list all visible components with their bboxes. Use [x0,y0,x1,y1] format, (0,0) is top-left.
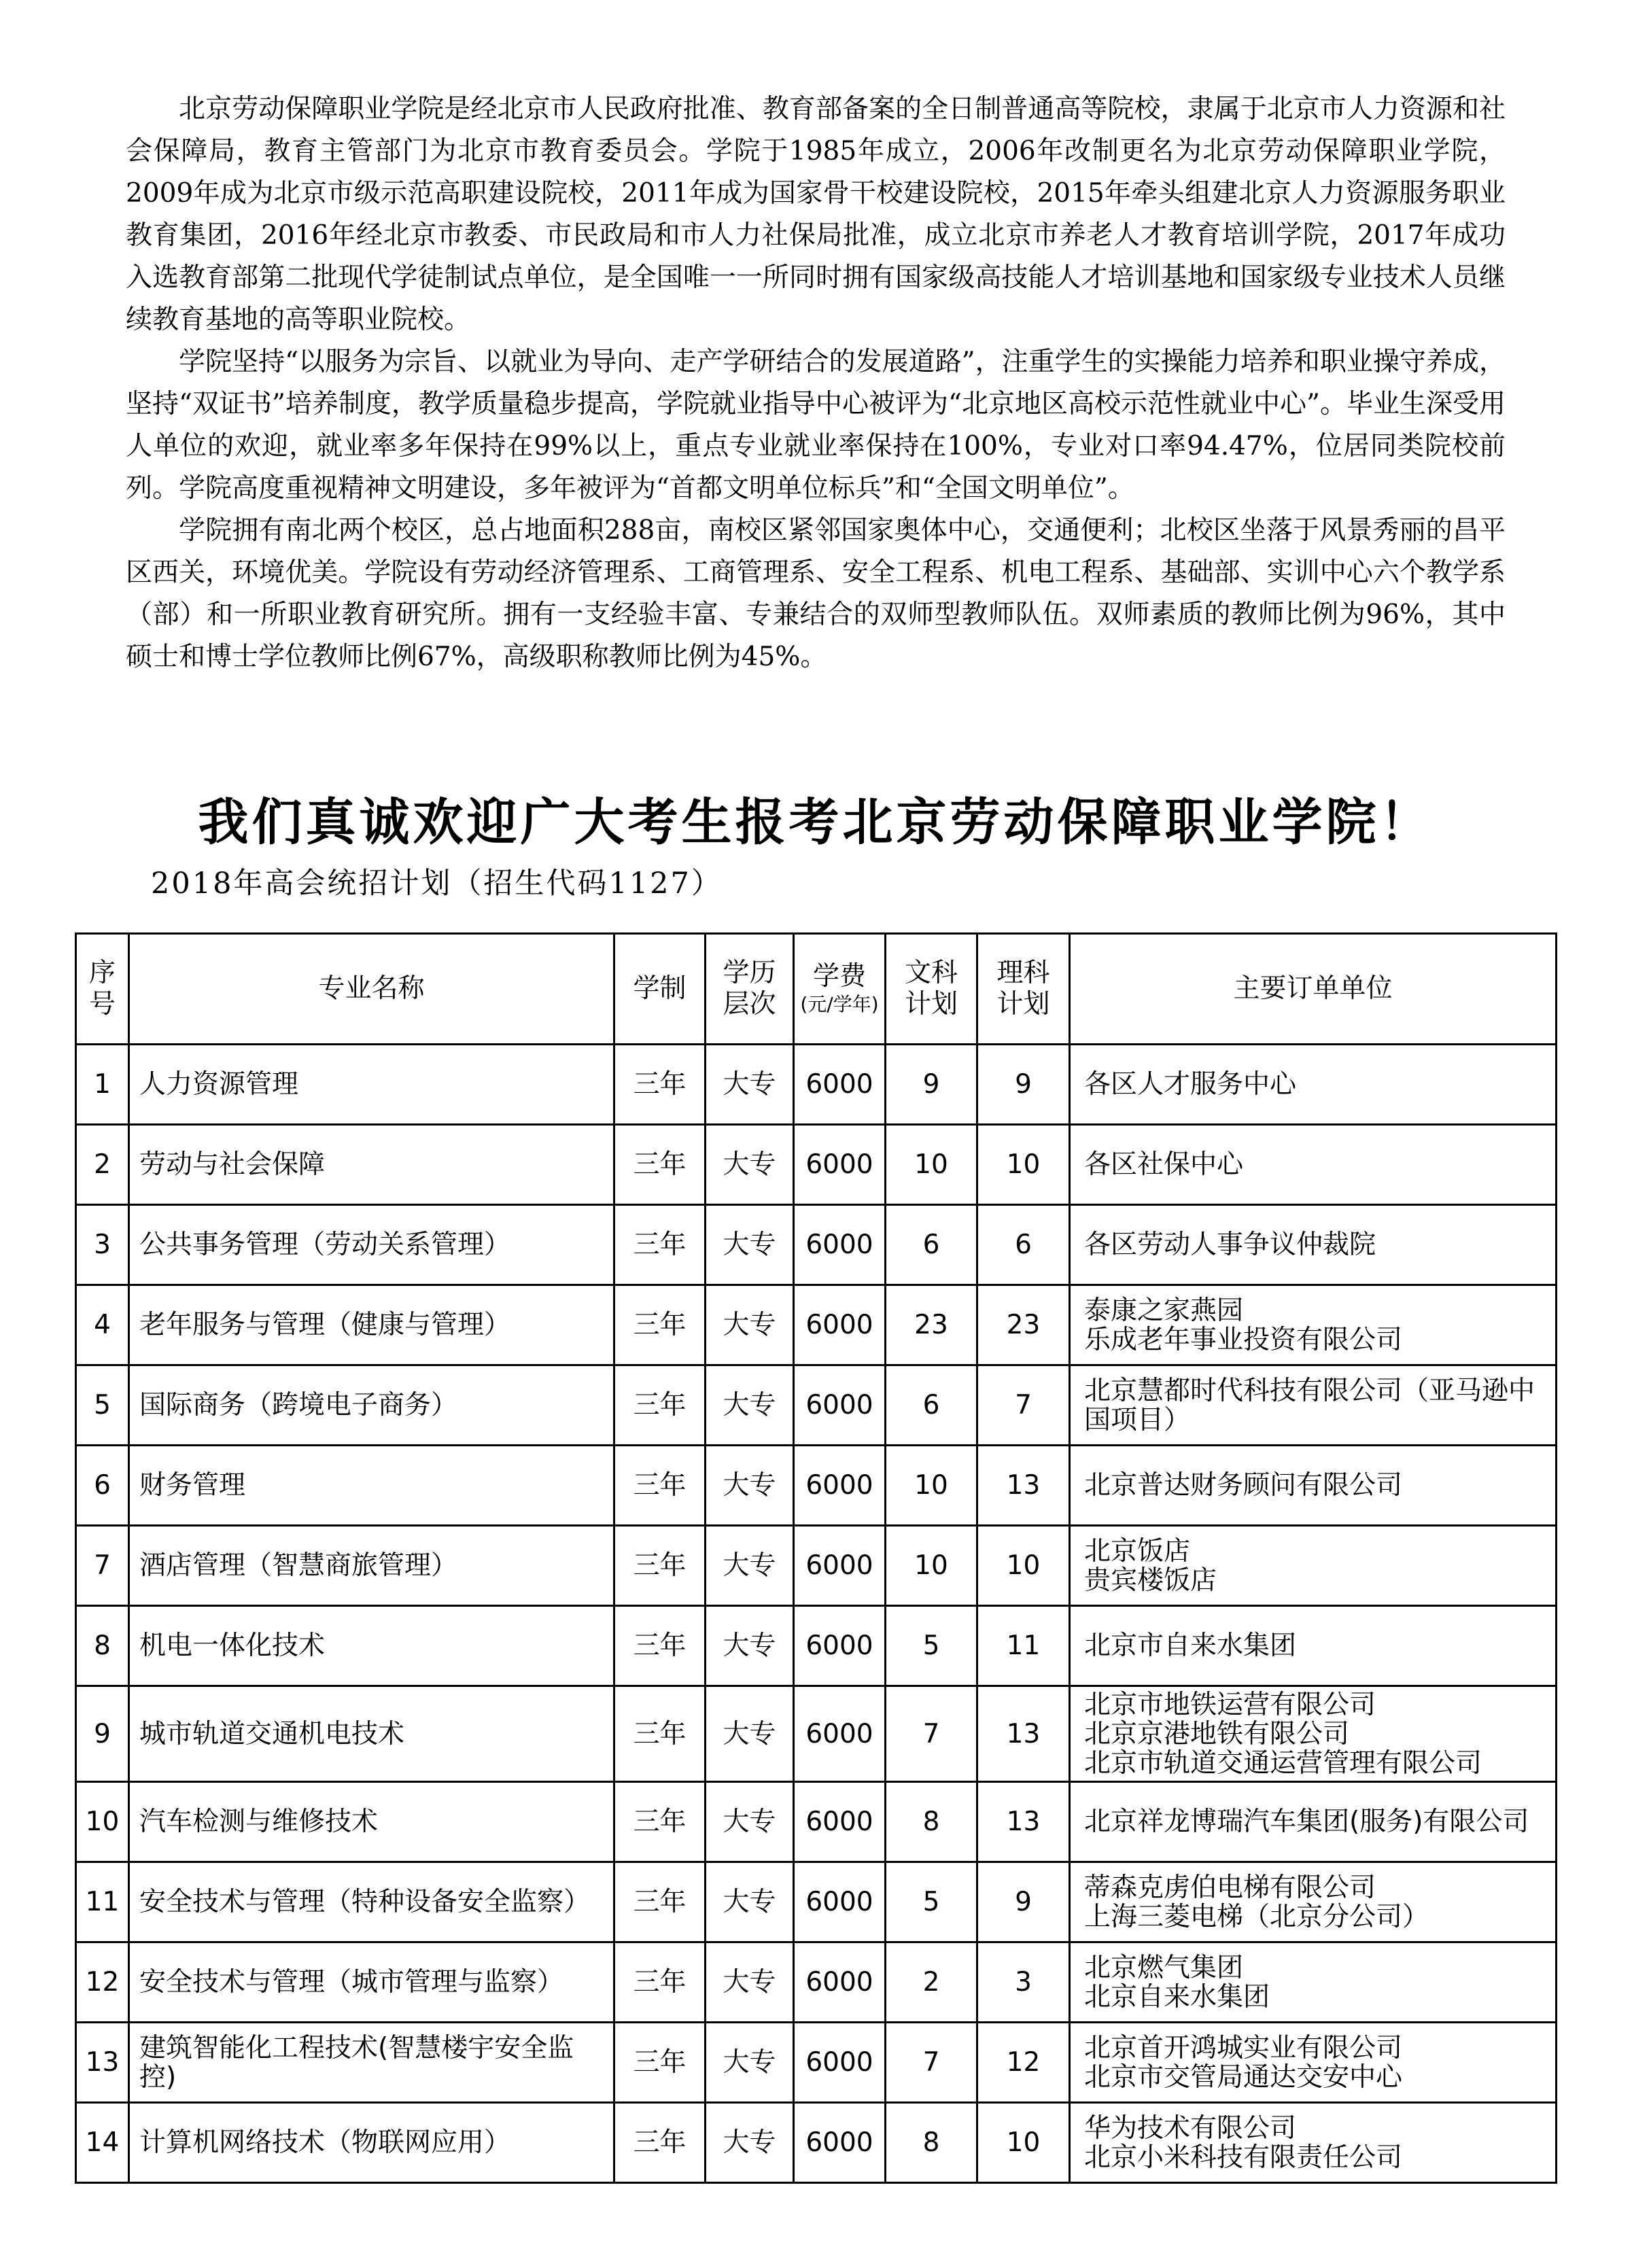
education-level-cell: 大专 [706,1782,794,1862]
arts-quota-cell: 10 [886,1125,977,1205]
row-number-cell: 2 [76,1125,129,1205]
tuition-fee-cell: 6000 [794,1205,886,1285]
order-unit: 北京市自来水集团 [1084,1630,1297,1661]
header-no-line2: 号 [88,989,116,1019]
major-name-cell: 公共事务管理（劳动关系管理） [129,1205,614,1285]
arts-quota-cell: 5 [886,1606,977,1686]
tuition-fee-cell: 6000 [794,2103,886,2183]
education-level-cell: 大专 [706,1686,794,1782]
major-name-cell: 财务管理 [129,1446,614,1526]
major-name-cell: 城市轨道交通机电技术 [129,1686,614,1782]
tuition-fee-cell: 6000 [794,1686,886,1782]
duration-cell: 三年 [614,1045,706,1125]
order-unit: 北京饭店 [1084,1535,1191,1567]
duration-cell: 三年 [614,1526,706,1606]
education-level-cell: 大专 [706,1942,794,2023]
science-quota-cell: 12 [977,2023,1070,2103]
science-quota-cell: 23 [977,1285,1070,1365]
major-name-cell: 安全技术与管理（城市管理与监察） [129,1942,614,2023]
science-quota-cell: 9 [977,1045,1070,1125]
row-number-cell: 13 [76,2023,129,2103]
education-level-cell: 大专 [706,1045,794,1125]
major-name-cell: 安全技术与管理（特种设备安全监察） [129,1862,614,1942]
duration-cell: 三年 [614,1686,706,1782]
tuition-fee-cell: 6000 [794,1942,886,2023]
tuition-fee-cell: 6000 [794,1526,886,1606]
duration-cell: 三年 [614,1862,706,1942]
science-quota-cell: 10 [977,2103,1070,2183]
education-level-cell: 大专 [706,1285,794,1365]
row-number-cell: 4 [76,1285,129,1365]
header-science [977,934,1070,1045]
education-level-cell: 大专 [706,2103,794,2183]
table-row [76,1526,1557,1606]
duration-cell: 三年 [614,1782,706,1862]
row-number-cell: 10 [76,1782,129,1862]
duration-cell: 三年 [614,1205,706,1285]
tuition-fee-cell: 6000 [794,1446,886,1526]
order-unit: 乐成老年事业投资有限公司 [1084,1324,1403,1355]
welcome-headline: 我们真诚欢迎广大考生报考北京劳动保障职业学院！ [198,793,1434,852]
header-no-line1: 序 [88,958,116,988]
science-quota-cell: 10 [977,1125,1070,1205]
header-level-line2: 层次 [723,989,776,1019]
science-quota-cell: 7 [977,1365,1070,1446]
order-unit: 北京市地铁运营有限公司 [1084,1689,1376,1720]
duration-cell: 三年 [614,1365,706,1446]
plan-title: 2018年高会统招计划（招生代码1127） [151,867,723,901]
education-level-cell: 大专 [706,1526,794,1606]
header-level-line1: 学历 [723,958,776,988]
education-level-cell: 大专 [706,1606,794,1686]
arts-quota-cell: 23 [886,1285,977,1365]
header-level [706,934,794,1045]
header-arts-line1: 文科 [904,958,958,988]
table-row [76,1606,1557,1686]
order-units-cell [1070,1942,1557,2023]
row-number-cell: 6 [76,1446,129,1526]
major-name-cell: 劳动与社会保障 [129,1125,614,1205]
science-quota-cell: 3 [977,1942,1070,2023]
header-arts-line2: 计划 [904,989,958,1019]
science-quota-cell: 10 [977,1526,1070,1606]
header-science-line1: 理科 [996,958,1050,988]
header-major: 专业名称 [129,934,614,1045]
order-unit: 华为技术有限公司 [1084,2112,1297,2144]
order-unit: 北京市交管局通达交安中心 [1084,2061,1403,2093]
header-no [76,934,129,1045]
order-unit: 北京燃气集团 [1084,1952,1244,1983]
order-unit: 上海三菱电梯（北京分公司） [1084,1901,1429,1932]
order-units-cell [1070,1606,1557,1686]
intro-text [126,88,1506,678]
major-name-cell: 人力资源管理 [129,1045,614,1125]
order-units-cell [1070,1686,1557,1782]
major-name-cell: 老年服务与管理（健康与管理） [129,1285,614,1365]
education-level-cell: 大专 [706,1365,794,1446]
table-row [76,1285,1557,1365]
order-units-cell [1070,1285,1557,1365]
order-unit: 北京市轨道交通运营管理有限公司 [1084,1747,1482,1779]
tuition-fee-cell: 6000 [794,1125,886,1205]
intro-paragraph-3: 学院拥有南北两个校区，总占地面积288亩，南校区紧邻国家奥体中心，交通便利；北校区坐落于风景秀丽的昌平区西关，环境优美。学院设有劳动经济管理系、工商管理系、安全工程系、机电工程系、基础部、实训中心六个教学系（部）和一所职业教育研究所。拥有一支经验丰富、专兼结合的双师型教师队伍。双师素质的教师比例为96%，其中硕士和博士学位教师比例67%，高级职称教师比例为45%。 [126,515,1506,672]
table-row [76,1686,1557,1782]
intro-paragraph-2: 学院坚持“以服务为宗旨、以就业为导向、走产学研结合的发展道路”，注重学生的实操能力培养和职业操守养成，坚持“双证书”培养制度，教学质量稳步提高，学院就业指导中心被评为“北京地区高校示范性就业中心”。毕业生深受用人单位的欢迎，就业率多年保持在99%以上，重点专业就业率保持在100%，专业对口率94.47%，位居同类院校前列。学院高度重视精神文明建设，多年被评为“首都文明单位标兵”和“全国文明单位”。 [126,347,1506,504]
enrollment-plan-table [75,932,1557,2184]
order-units-cell [1070,1526,1557,1606]
order-unit: 各区人才服务中心 [1084,1069,1297,1100]
row-number-cell: 11 [76,1862,129,1942]
arts-quota-cell: 5 [886,1862,977,1942]
order-units-cell [1070,2103,1557,2183]
order-units-cell [1070,1446,1557,1526]
table-body [76,1045,1557,2183]
order-unit: 各区社保中心 [1084,1149,1244,1180]
education-level-cell: 大专 [706,1862,794,1942]
order-unit: 北京祥龙博瑞汽车集团(服务)有限公司 [1084,1807,1529,1837]
arts-quota-cell: 8 [886,2103,977,2183]
education-level-cell: 大专 [706,2023,794,2103]
table-row [76,2023,1557,2103]
duration-cell: 三年 [614,1942,706,2023]
arts-quota-cell: 6 [886,1365,977,1446]
arts-quota-cell: 8 [886,1782,977,1862]
order-unit: 北京自来水集团 [1084,1981,1270,2012]
science-quota-cell: 6 [977,1205,1070,1285]
tuition-fee-cell: 6000 [794,1782,886,1862]
education-level-cell: 大专 [706,1446,794,1526]
order-unit: 北京小米科技有限责任公司 [1084,2142,1403,2173]
arts-quota-cell: 2 [886,1942,977,2023]
education-level-cell: 大专 [706,1125,794,1205]
row-number-cell: 5 [76,1365,129,1446]
order-units-cell [1070,1782,1557,1862]
major-name-cell: 汽车检测与维修技术 [129,1782,614,1862]
major-name-cell: 建筑智能化工程技术(智慧楼宇安全监控) [129,2023,614,2103]
science-quota-cell: 13 [977,1446,1070,1526]
header-fee-line1: 学费 [812,961,866,992]
table-row [76,1942,1557,2023]
arts-quota-cell: 10 [886,1446,977,1526]
order-units-cell [1070,1365,1557,1446]
tuition-fee-cell: 6000 [794,2023,886,2103]
table-row [76,1205,1557,1285]
row-number-cell: 1 [76,1045,129,1125]
order-unit: 泰康之家燕园 [1084,1295,1244,1326]
science-quota-cell: 9 [977,1862,1070,1942]
table-header-row [76,934,1557,1045]
row-number-cell: 8 [76,1606,129,1686]
duration-cell: 三年 [614,1285,706,1365]
header-arts [886,934,977,1045]
order-units-cell [1070,1125,1557,1205]
tuition-fee-cell: 6000 [794,1862,886,1942]
row-number-cell: 9 [76,1686,129,1782]
table-row [76,2103,1557,2183]
header-fee-line2: (元/学年) [800,993,879,1015]
duration-cell: 三年 [614,1446,706,1526]
order-unit: 北京慧都时代科技有限公司（亚马逊中国项目） [1084,1375,1535,1435]
header-duration: 学制 [614,934,706,1045]
major-name-cell: 酒店管理（智慧商旅管理） [129,1526,614,1606]
major-name-cell: 计算机网络技术（物联网应用） [129,2103,614,2183]
tuition-fee-cell: 6000 [794,1285,886,1365]
order-units-cell [1070,2023,1557,2103]
order-units-cell [1070,1205,1557,1285]
tuition-fee-cell: 6000 [794,1606,886,1686]
table-row [76,1045,1557,1125]
science-quota-cell: 13 [977,1782,1070,1862]
tuition-fee-cell: 6000 [794,1365,886,1446]
order-unit: 北京首开鸿城实业有限公司 [1084,2032,1403,2063]
arts-quota-cell: 10 [886,1526,977,1606]
science-quota-cell: 11 [977,1606,1070,1686]
arts-quota-cell: 9 [886,1045,977,1125]
arts-quota-cell: 6 [886,1205,977,1285]
row-number-cell: 14 [76,2103,129,2183]
arts-quota-cell: 7 [886,1686,977,1782]
tuition-fee-cell: 6000 [794,1045,886,1125]
order-unit: 贵宾楼饭店 [1084,1565,1217,1596]
major-name-cell: 国际商务（跨境电子商务） [129,1365,614,1446]
header-fee [794,934,886,1045]
order-unit: 北京京港地铁有限公司 [1084,1718,1350,1749]
header-units: 主要订单单位 [1070,934,1557,1045]
table-row [76,1365,1557,1446]
arts-quota-cell: 7 [886,2023,977,2103]
table-row [76,1862,1557,1942]
row-number-cell: 3 [76,1205,129,1285]
intro-paragraph-1: 北京劳动保障职业学院是经北京市人民政府批准、教育部备案的全日制普通高等院校，隶属于北京市人力资源和社会保障局，教育主管部门为北京市教育委员会。学院于1985年成立，2006年改制更名为北京劳动保障职业学院，2009年成为北京市级示范高职建设院校，2011年成为国家骨干校建设院校，2015年牵头组建北京人力资源服务职业教育集团，2016年经北京市教委、市民政局和市人力社保局批准，成立北京市养老人才教育培训学院，2017年成功入选教育部第二批现代学徒制试点单位，是全国唯一一所同时拥有国家级高技能人才培训基地和国家级专业技术人员继续教育基地的高等职业院校。 [126,94,1506,335]
header-science-line2: 计划 [996,989,1050,1019]
order-unit: 蒂森克虏伯电梯有限公司 [1084,1872,1376,1903]
science-quota-cell: 13 [977,1686,1070,1782]
education-level-cell: 大专 [706,1205,794,1285]
duration-cell: 三年 [614,2023,706,2103]
duration-cell: 三年 [614,1606,706,1686]
order-units-cell [1070,1045,1557,1125]
major-name-cell: 机电一体化技术 [129,1606,614,1686]
row-number-cell: 7 [76,1526,129,1606]
order-unit: 各区劳动人事争议仲裁院 [1084,1229,1376,1260]
table-row [76,1782,1557,1862]
duration-cell: 三年 [614,1125,706,1205]
duration-cell: 三年 [614,2103,706,2183]
table-row [76,1125,1557,1205]
order-units-cell [1070,1862,1557,1942]
table-row [76,1446,1557,1526]
row-number-cell: 12 [76,1942,129,2023]
order-unit: 北京普达财务顾问有限公司 [1084,1470,1403,1501]
